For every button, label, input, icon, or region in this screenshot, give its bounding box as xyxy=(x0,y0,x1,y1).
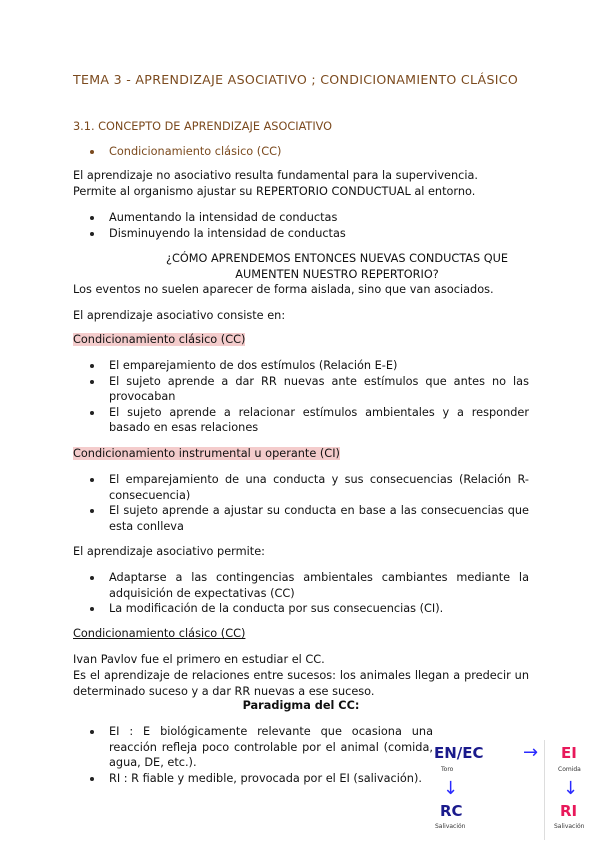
paragraph: El aprendizaje asociativo permite: xyxy=(73,545,265,558)
paragraph: Permite al organismo ajustar su REPERTORIO CONDUCTUAL al entorno. xyxy=(73,185,476,198)
list-item: Disminuyendo la intensidad de conductas xyxy=(73,226,529,242)
paragraph: Los eventos no suelen aparecer de forma aislada, sino que van asociados. xyxy=(73,283,494,296)
paradigm-list xyxy=(73,724,433,786)
list-item: El sujeto aprende a dar RR nuevas ante estímulos que antes no las provocaban xyxy=(73,374,529,405)
question-text: ¿CÓMO APRENDEMOS ENTONCES NUEVAS CONDUCTAS QUE AUMENTEN NUESTRO REPERTORIO? xyxy=(165,252,509,281)
ei-label: EI xyxy=(561,744,577,762)
divider xyxy=(544,740,545,840)
list-item: El sujeto aprende a relacionar estímulos ambientales y a responder basado en esas relaciones xyxy=(73,405,529,436)
arrow-down-icon: ↓ xyxy=(443,778,459,799)
section-list xyxy=(73,144,529,160)
ci-list xyxy=(73,472,529,534)
ei-sublabel: Comida xyxy=(558,766,581,773)
bullet-list xyxy=(73,210,529,241)
section-heading: 3.1. CONCEPTO DE APRENDIZAJE ASOCIATIVO xyxy=(73,120,333,133)
paradigm-title: Paradigma del CC: xyxy=(242,699,360,712)
cc-heading: Condicionamiento clásico (CC) xyxy=(73,333,246,346)
ci-heading: Condicionamiento instrumental u operante (CI) xyxy=(73,447,340,460)
paragraph: Es el aprendizaje de relaciones entre sucesos: los animales llegan a predecir un determinado suceso y a dar RR nuevas a ese suceso. xyxy=(73,669,529,698)
arrow-down-icon: ↓ xyxy=(563,778,579,799)
list-item: El sujeto aprende a ajustar su conducta en base a las consecuencias que esta conlleva xyxy=(73,503,529,534)
cc-list xyxy=(73,358,529,436)
arrow-right-icon: → xyxy=(523,742,539,763)
paragraph: El aprendizaje no asociativo resulta fundamental para la supervivencia. xyxy=(73,169,478,182)
permite-list xyxy=(73,570,529,617)
paragraph: El aprendizaje asociativo consiste en: xyxy=(73,309,286,322)
en-ec-label: EN/EC xyxy=(434,744,484,762)
en-ec-sublabel: Toro xyxy=(441,766,454,773)
list-item: Adaptarse a las contingencias ambientales cambiantes mediante la adquisición de expectativas (CC) xyxy=(73,570,529,601)
ri-sublabel: Salivación xyxy=(554,823,585,830)
rc-sublabel: Salivación xyxy=(435,823,466,830)
list-item: El emparejamiento de una conducta y sus consecuencias (Relación R-consecuencia) xyxy=(73,472,529,503)
rc-label: RC xyxy=(440,802,463,820)
list-item: Aumentando la intensidad de conductas xyxy=(73,210,529,226)
cc-heading-underlined: Condicionamiento clásico (CC) xyxy=(73,627,246,640)
paragraph: Ivan Pavlov fue el primero en estudiar el CC. xyxy=(73,653,325,666)
list-item: La modificación de la conducta por sus consecuencias (CI). xyxy=(73,601,529,617)
list-item: RI : R fiable y medible, provocada por el EI (salivación). xyxy=(73,771,433,787)
page-title: TEMA 3 - APRENDIZAJE ASOCIATIVO ; CONDICIONAMIENTO CLÁSICO xyxy=(73,72,519,87)
list-item: El emparejamiento de dos estímulos (Relación E-E) xyxy=(73,358,529,374)
list-item: EI : E biológicamente relevante que ocasiona una reacción refleja poco controlable por el animal (comida, agua, DE, etc.). xyxy=(73,724,433,771)
ri-label: RI xyxy=(560,802,578,820)
list-item: Condicionamiento clásico (CC) xyxy=(73,144,529,160)
